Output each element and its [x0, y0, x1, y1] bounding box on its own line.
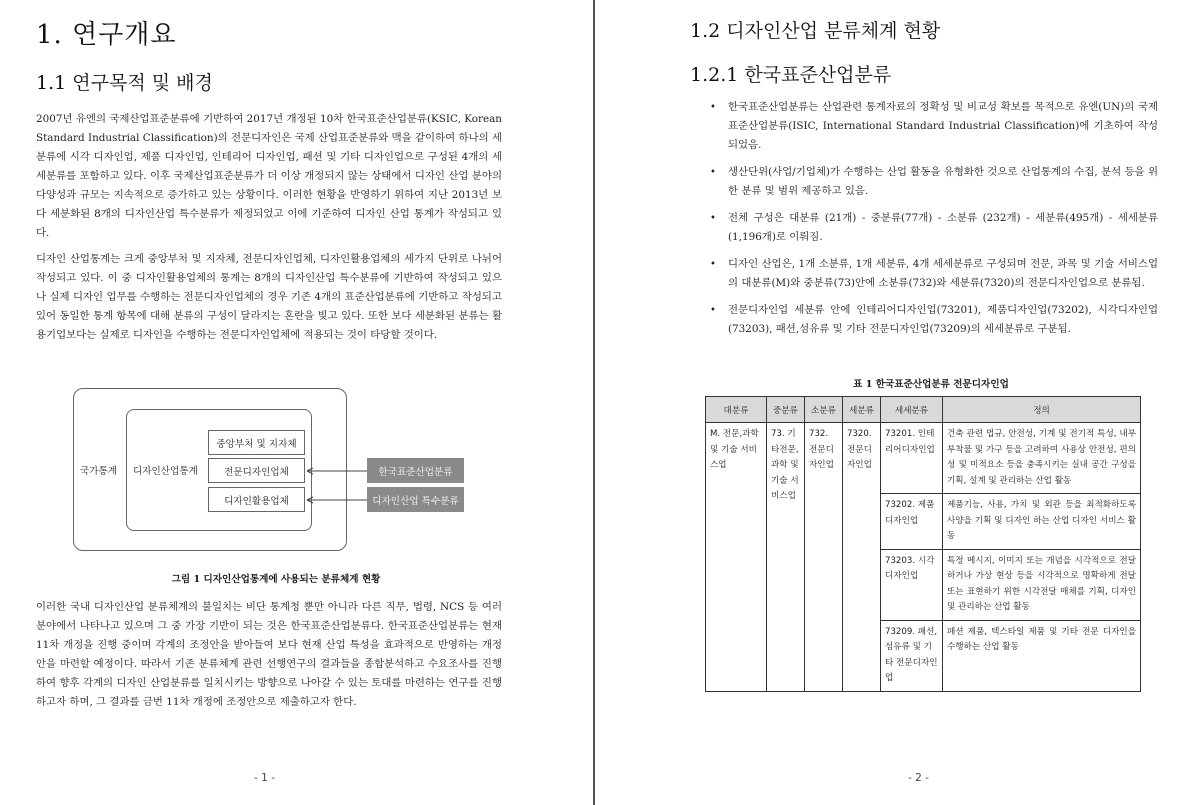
figure-box-design-firms: 전문디자인업체	[208, 458, 305, 483]
cell-definition: 제품기능, 사용, 가치 및 외관 등을 최적화하도록 사양을 기획 및 디자인 하는 산업 디자인 서비스 활동	[943, 494, 1141, 550]
chapter-title: 1. 연구개요	[36, 20, 177, 50]
cell-definition: 건축 관련 법규, 안전성, 기계 및 전기적 특성, 내부 부착물 및 가구 등을 고려하여 사용상 안전성, 편의성 및 미적요소 등을 충족시키는 실내 공간 구성을 기획, 설계 및 관리하는 산업 활동	[943, 423, 1141, 494]
table-row	[706, 423, 1141, 494]
page-number: - 1 -	[254, 772, 275, 784]
cell-code: 73202. 제품디자인업	[881, 494, 943, 550]
bullet-dot: •	[710, 259, 716, 270]
table-header-row	[706, 397, 1141, 423]
figure-label-design-stats: 디자인산업통계	[133, 466, 198, 477]
list-item: • 전문디자인업 세분류 안에 인테리어디자인업(73201), 제품디자인업(73202), 시각디자인업(73203), 패션,섬유류 및 기타 전문디자인업(73209)의 세세분류로 구분됨.	[710, 301, 1158, 339]
cell-middle: 73. 기타전문,과학 및 기술 서비스업	[767, 423, 805, 692]
bullet-list	[710, 98, 1158, 347]
table-caption: 표 1 한국표준산업분류 전문디자인업	[853, 379, 1009, 390]
figure-source-ksic: 한국표준산업분류	[367, 458, 464, 483]
bullet-dot: •	[710, 305, 716, 316]
cell-code: 73203. 시각디자인업	[881, 549, 943, 620]
header-subsub: 세세분류	[881, 397, 943, 423]
header-minor: 소분류	[805, 397, 843, 423]
section-title: 1.1 연구목적 및 배경	[36, 72, 213, 94]
header-sub: 세분류	[843, 397, 881, 423]
page-divider	[593, 0, 595, 805]
list-item: • 디자인 산업은, 1개 소분류, 1개 세분류, 4개 세세분류로 구성되며 전문, 과목 및 기술 서비스업의 대분류(M)와 중분류(73)안에 소분류(732)와 세분류(7320)의 전문디자인업으로 분류됨.	[710, 255, 1158, 293]
cell-definition: 특정 메시지, 이미지 또는 개념을 시각적으로 전달하거나 가상 현상 등을 시각적으로 명확하게 전달 또는 표현하기 위한 시각전달 매체를 기획, 디자인 및 관리하는 산업 활동	[943, 549, 1141, 620]
figure-label-national-stats: 국가통계	[80, 466, 118, 477]
cell-major: M. 전문,과학 및 기술 서비스업	[706, 423, 767, 692]
list-item: • 생산단위(사업/기업체)가 수행하는 산업 활동을 유형화한 것으로 산업통계의 수집, 분석 등을 위한 분류 및 범위 제공하고 있음.	[710, 163, 1158, 201]
bullet-dot: •	[710, 213, 716, 224]
subsection-title: 1.2.1 한국표준산업분류	[690, 64, 892, 86]
cell-sub: 7320. 전문디자인업	[843, 423, 881, 692]
figure-source-special: 디자인산업 특수분류	[367, 487, 464, 512]
header-major: 대분류	[706, 397, 767, 423]
header-middle: 중분류	[767, 397, 805, 423]
bullet-dot: •	[710, 102, 716, 113]
figure-caption: 그림 1 디자인산업통계에 사용되는 분류체계 현황	[171, 574, 381, 585]
cell-code: 73201. 인테리어디자인업	[881, 423, 943, 494]
cell-definition: 패션 제품, 텍스타일 제품 및 기타 전문 디자인을 수행하는 산업 활동	[943, 620, 1141, 691]
list-item: • 한국표준산업분류는 산업관련 통계자료의 정확성 및 비교성 확보를 목적으로 유엔(UN)의 국제표준산업분류(ISIC, International Standard Industrial Classification)에 기초하여 작성되었음.	[710, 98, 1158, 155]
cell-minor: 732. 전문디자인업	[805, 423, 843, 692]
paragraph-2: 디자인 산업통계는 크게 중앙부처 및 지자체, 전문디자인업체, 디자인활용업체의 세가지 단위로 나뉘어 작성되고 있다. 이 중 디자인활용업체의 통계는 8개의 디자인산업 특수분류에 기반하여 작성되고 있으나 실제 디자인 업무를 수행하는 전문디자인업체의 경우 기존 4개의 표준산업분류에 기반하고 작성되고 있어 동일한 통계 항목에 대해 분류의 구성이 달라지는 혼란을 빚고 있다. 또한 보다 세분화된 분류는 활용기업보다는 실제로 디자인을 수행하는 전문디자인업체에 적용되는 것이 타당할 것이다.	[36, 253, 502, 341]
header-definition: 정의	[943, 397, 1141, 423]
cell-code: 73209. 패션, 섬유류 및 기타 전문디자인업	[881, 620, 943, 691]
paragraph-3: 이러한 국내 디자인산업 분류체계의 불일치는 비단 통계청 뿐만 아니라 다른 직무, 법령, NCS 등 여러 분야에서 나타나고 있으며 그 중 가장 기반이 되는 것은 한국표준산업분류다. 한국표준산업분류는 현재 11차 개정을 진행 중이며 각계의 조정안을 받아들여 보다 현재 산업 특성을 효과적으로 반영하는 개정안을 마련할 예정이다. 따라서 기존 분류체계 관련 선행연구의 결과들을 종합분석하고 수요조사를 진행하여 향후 각계의 디자인 산업분류를 일치시키는 방향으로 나아갈 수 있는 토대를 마련하는 연구를 진행하고자 하며, 그 결과를 금번 11차 개정에 조정안으로 제출하고자 한다.	[36, 601, 502, 708]
figure-box-government: 중앙부처 및 지자체	[208, 430, 305, 455]
section-title-2: 1.2 디자인산업 분류체계 현황	[690, 20, 941, 42]
list-item: • 전체 구성은 대분류 (21개) - 중분류(77개) - 소분류 (232개) - 세분류(495개) - 세세분류(1,196개)로 이뤄짐.	[710, 209, 1158, 247]
paragraph-1: 2007년 유엔의 국제산업표준분류에 기반하여 2017년 개정된 10차 한국표준산업분류(KSIC, Korean Standard Industrial Classification)의 전문디자인은 국제 산업표준분류와 맥을 같이하여 하나의 세분류에 시각 디자인업, 제품 디자인업, 인테리어 디자인업, 패션 및 기타 디자인업으로 구성된 4개의 세세분류를 포함하고 있다. 이후 국제산업표준분류가 더 이상 개정되지 않는 상태에서 디자인 산업 분야의 다양성과 규모는 지속적으로 증가하고 있는 상황이다. 이러한 현황을 반영하기 위하여 지난 2013년 보다 세분화된 8개의 디자인산업 특수분류가 제정되었고 이에 기준하여 디자인 산업 통계가 작성되고 있다.	[36, 113, 502, 239]
bullet-dot: •	[710, 167, 716, 178]
figure-box-design-users: 디자인활용업체	[208, 487, 305, 512]
classification-table	[705, 396, 1141, 692]
page-number-2: - 2 -	[908, 772, 929, 784]
